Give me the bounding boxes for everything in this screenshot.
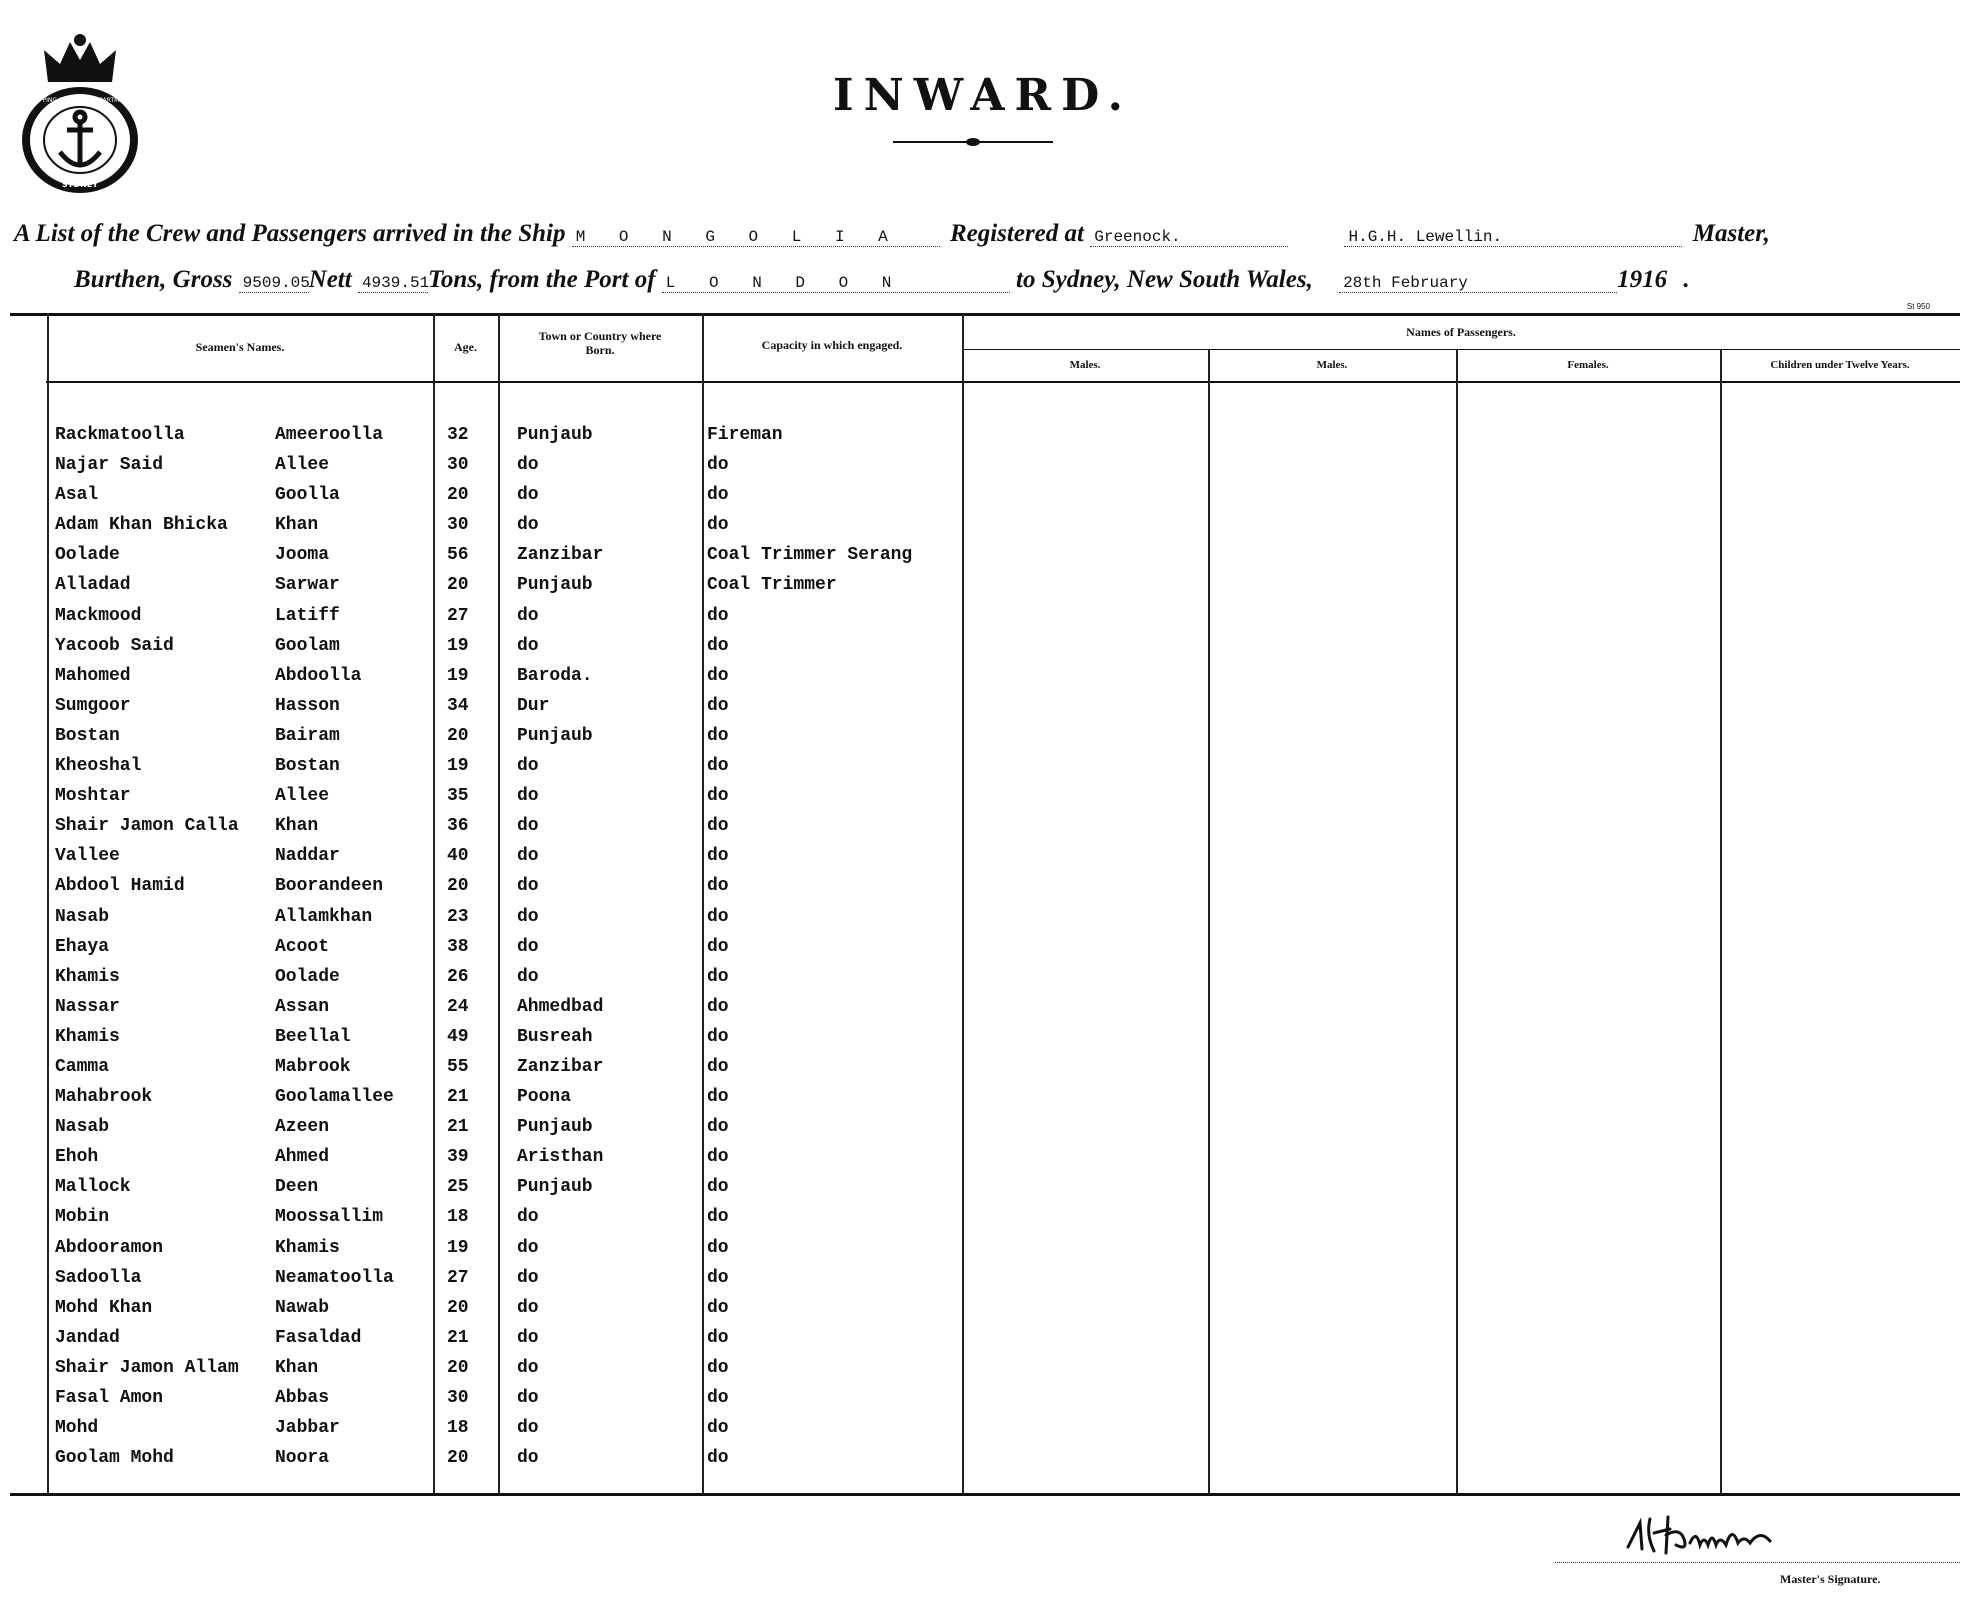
- seaman-last-name: Boorandeen: [275, 876, 384, 897]
- seaman-capacity: do: [707, 725, 729, 746]
- seaman-birthplace: do: [517, 605, 539, 626]
- date-field: 28th February: [1339, 274, 1617, 293]
- seaman-first-name: Mahomed: [55, 665, 131, 686]
- seaman-capacity: do: [707, 786, 729, 807]
- seaman-last-name: Noora: [275, 1448, 330, 1469]
- seaman-last-name: Khan: [275, 515, 319, 536]
- title-ornament: [893, 138, 1053, 146]
- seaman-first-name: Goolam Mohd: [55, 1448, 174, 1469]
- seaman-age: 23: [447, 906, 469, 927]
- seaman-first-name: Mahabrook: [55, 1087, 153, 1108]
- seaman-birthplace: Punjaub: [517, 425, 593, 445]
- seaman-last-name: Khan: [275, 816, 319, 837]
- table-row: [10, 1083, 1960, 1113]
- seaman-capacity: do: [707, 846, 729, 867]
- seaman-last-name: Ameeroolla: [275, 425, 384, 445]
- seaman-birthplace: do: [517, 756, 539, 777]
- list-prefix: A List of the Crew and Passengers arrived in the Ship: [14, 220, 566, 247]
- col-header-age: Age.: [454, 340, 477, 354]
- table-row: [10, 1324, 1960, 1354]
- table-row: [10, 1414, 1960, 1444]
- seaman-capacity: do: [707, 1357, 729, 1378]
- table-row: [10, 571, 1960, 601]
- table-row: [10, 451, 1960, 481]
- seaman-first-name: Fasal Amon: [55, 1388, 164, 1408]
- seaman-age: 20: [447, 1448, 469, 1469]
- table-row: [10, 1294, 1960, 1324]
- seaman-capacity: do: [707, 876, 729, 897]
- nett-label: Nett: [308, 266, 352, 293]
- seaman-first-name: Yacoob Said: [55, 635, 174, 656]
- tons-from-label: Tons, from the Port of: [427, 266, 656, 293]
- seaman-last-name: Deen: [275, 1177, 319, 1198]
- seaman-first-name: Ehoh: [55, 1147, 99, 1168]
- col-header-males-2: Males.: [1316, 359, 1348, 371]
- seaman-last-name: Ahmed: [275, 1147, 330, 1168]
- seaman-capacity: do: [707, 665, 729, 686]
- seaman-birthplace: Aristhan: [517, 1147, 604, 1168]
- seaman-capacity: do: [707, 1448, 729, 1469]
- header-bottom-rule: [46, 381, 1960, 383]
- crew-rows: [10, 421, 1960, 1474]
- seaman-birthplace: do: [517, 455, 539, 476]
- seaman-age: 20: [447, 725, 469, 746]
- seaman-age: 20: [447, 1357, 469, 1378]
- page-title: INWARD.: [832, 70, 1133, 121]
- destination-label: to Sydney, New South Wales,: [1016, 266, 1313, 293]
- seaman-last-name: Khan: [275, 1357, 319, 1378]
- seaman-birthplace: Busreah: [517, 1026, 593, 1047]
- seaman-birthplace: do: [517, 1237, 539, 1258]
- seaman-age: 20: [447, 575, 469, 596]
- ship-name-field: M O N G O L I A: [572, 228, 940, 247]
- seaman-last-name: Goolam: [275, 635, 340, 656]
- seaman-first-name: Asal: [55, 485, 99, 506]
- seaman-birthplace: do: [517, 1357, 539, 1378]
- seaman-age: 30: [447, 515, 469, 536]
- seaman-age: 20: [447, 485, 469, 506]
- seaman-birthplace: do: [517, 1388, 539, 1408]
- seaman-first-name: Mallock: [55, 1177, 131, 1198]
- seaman-capacity: do: [707, 695, 729, 716]
- nett-tons-field: 4939.51: [358, 274, 428, 293]
- seaman-capacity: do: [707, 1177, 729, 1198]
- seaman-last-name: Nawab: [275, 1297, 330, 1318]
- stamp-bottom-text: SYDNEY: [61, 180, 99, 189]
- col-header-males-1: Males.: [1069, 359, 1101, 371]
- seaman-last-name: Jabbar: [275, 1418, 340, 1439]
- seaman-last-name: Goolamallee: [275, 1087, 394, 1108]
- seaman-capacity: Coal Trimmer Serang: [707, 545, 913, 566]
- seaman-age: 19: [447, 1237, 469, 1258]
- table-top-rule: [10, 313, 1960, 316]
- seaman-age: 18: [447, 1418, 469, 1439]
- heading-line-2: [74, 266, 1690, 294]
- seaman-first-name: Ehaya: [55, 936, 110, 957]
- seaman-age: 34: [447, 695, 469, 716]
- table-row: [10, 993, 1960, 1023]
- seaman-birthplace: do: [517, 966, 539, 987]
- seaman-first-name: Camma: [55, 1056, 110, 1077]
- seaman-age: 32: [447, 425, 469, 445]
- seaman-age: 26: [447, 966, 469, 987]
- seaman-last-name: Neamatoolla: [275, 1267, 394, 1288]
- seaman-age: 21: [447, 1117, 469, 1138]
- seaman-age: 19: [447, 756, 469, 777]
- table-row: [10, 1173, 1960, 1203]
- seaman-first-name: Alladad: [55, 575, 131, 596]
- table-row: [10, 541, 1960, 571]
- table-row: [10, 872, 1960, 902]
- seaman-capacity: do: [707, 1207, 729, 1228]
- col-header-capacity: Capacity in which engaged.: [761, 338, 903, 352]
- seaman-capacity: Fireman: [707, 425, 783, 445]
- seaman-age: 49: [447, 1026, 469, 1047]
- seaman-last-name: Goolla: [275, 485, 340, 506]
- table-row: [10, 511, 1960, 541]
- seaman-birthplace: do: [517, 485, 539, 506]
- table-row: [10, 1384, 1960, 1414]
- seaman-birthplace: do: [517, 1418, 539, 1439]
- seaman-capacity: do: [707, 1297, 729, 1318]
- seaman-age: 55: [447, 1056, 469, 1077]
- seaman-last-name: Allamkhan: [275, 906, 373, 927]
- seaman-age: 20: [447, 1297, 469, 1318]
- table-row: [10, 1023, 1960, 1053]
- seaman-birthplace: Zanzibar: [517, 545, 604, 566]
- seaman-capacity: do: [707, 1117, 729, 1138]
- seaman-birthplace: Ahmedbad: [517, 996, 604, 1017]
- seaman-first-name: Jandad: [55, 1327, 120, 1348]
- table-row: [10, 782, 1960, 812]
- seaman-birthplace: do: [517, 816, 539, 837]
- table-row: [10, 1113, 1960, 1143]
- seaman-age: 27: [447, 1267, 469, 1288]
- seaman-last-name: Allee: [275, 455, 330, 476]
- col-header-children: Children under Twelve Years.: [1770, 359, 1910, 371]
- seaman-birthplace: do: [517, 786, 539, 807]
- seaman-capacity: do: [707, 756, 729, 777]
- form-number: St 950: [1906, 302, 1930, 311]
- table-row: [10, 1234, 1960, 1264]
- seaman-last-name: Bostan: [275, 756, 340, 777]
- table-row: [10, 1354, 1960, 1384]
- seaman-first-name: Mohd Khan: [55, 1297, 153, 1318]
- seaman-last-name: Abdoolla: [275, 665, 362, 686]
- stamp-ring-text: SHIPPING MASTER'S DEPARTMENT: [28, 97, 132, 104]
- heading-line-1: [14, 220, 1770, 248]
- seaman-last-name: Khamis: [275, 1237, 340, 1258]
- seaman-last-name: Azeen: [275, 1117, 330, 1138]
- seaman-last-name: Moossallim: [275, 1207, 384, 1228]
- seaman-capacity: do: [707, 1237, 729, 1258]
- seaman-birthplace: do: [517, 1297, 539, 1318]
- seaman-birthplace: do: [517, 1327, 539, 1348]
- signature-line: [1555, 1562, 1960, 1563]
- seaman-birthplace: Dur: [517, 695, 550, 716]
- seaman-age: 39: [447, 1147, 469, 1168]
- seaman-first-name: Sumgoor: [55, 695, 131, 716]
- seaman-age: 21: [447, 1327, 469, 1348]
- seaman-capacity: do: [707, 906, 729, 927]
- seaman-first-name: Adam Khan Bhicka: [55, 515, 228, 536]
- seaman-last-name: Latiff: [275, 605, 340, 626]
- seaman-first-name: Mobin: [55, 1207, 110, 1228]
- seaman-birthplace: do: [517, 515, 539, 536]
- seaman-first-name: Mackmood: [55, 605, 142, 626]
- table-row: [10, 692, 1960, 722]
- col-header-passengers: Names of Passengers.: [1406, 325, 1516, 339]
- seaman-last-name: Jooma: [275, 545, 330, 566]
- signature-label: Master's Signature.: [1780, 1572, 1881, 1586]
- seaman-birthplace: do: [517, 1267, 539, 1288]
- seaman-first-name: Moshtar: [55, 786, 131, 807]
- seaman-first-name: Abdooramon: [55, 1237, 164, 1258]
- seaman-first-name: Rackmatoolla: [55, 425, 185, 445]
- master-label: Master,: [1692, 220, 1770, 247]
- seaman-age: 40: [447, 846, 469, 867]
- seaman-capacity: do: [707, 1388, 729, 1408]
- seaman-first-name: Kheoshal: [55, 756, 142, 777]
- table-row: [10, 933, 1960, 963]
- seaman-first-name: Nassar: [55, 996, 120, 1017]
- seaman-birthplace: Punjaub: [517, 1177, 593, 1198]
- table-row: [10, 602, 1960, 632]
- registered-port-field: Greenock.: [1090, 228, 1288, 247]
- seaman-last-name: Sarwar: [275, 575, 340, 596]
- seaman-age: 36: [447, 816, 469, 837]
- crew-passenger-table: [10, 313, 1960, 1495]
- seaman-birthplace: do: [517, 906, 539, 927]
- seaman-first-name: Najar Said: [55, 455, 164, 476]
- table-row: [10, 752, 1960, 782]
- seaman-age: 19: [447, 635, 469, 656]
- seaman-capacity: do: [707, 936, 729, 957]
- seaman-last-name: Assan: [275, 996, 330, 1017]
- seaman-last-name: Fasaldad: [275, 1327, 362, 1348]
- seaman-capacity: do: [707, 1087, 729, 1108]
- seaman-first-name: Shair Jamon Allam: [55, 1357, 239, 1378]
- seaman-last-name: Acoot: [275, 936, 330, 957]
- seaman-first-name: Abdool Hamid: [55, 876, 185, 897]
- seaman-age: 30: [447, 455, 469, 476]
- seaman-capacity: do: [707, 1327, 729, 1348]
- seaman-birthplace: Punjaub: [517, 725, 593, 746]
- table-row: [10, 903, 1960, 933]
- seaman-first-name: Vallee: [55, 846, 120, 867]
- seaman-first-name: Sadoolla: [55, 1267, 142, 1288]
- seaman-age: 21: [447, 1087, 469, 1108]
- seaman-last-name: Abbas: [275, 1388, 330, 1408]
- col-header-seamen: Seamen's Names.: [195, 340, 285, 354]
- seaman-last-name: Hasson: [275, 695, 340, 716]
- col-header-town: Town or Country where Born.: [538, 329, 662, 357]
- seaman-birthplace: do: [517, 936, 539, 957]
- col-header-females: Females.: [1567, 359, 1609, 371]
- seaman-capacity: do: [707, 816, 729, 837]
- seaman-last-name: Mabrook: [275, 1056, 351, 1077]
- seaman-capacity: do: [707, 966, 729, 987]
- seaman-last-name: Allee: [275, 786, 330, 807]
- seaman-birthplace: do: [517, 846, 539, 867]
- table-row: [10, 812, 1960, 842]
- table-row: [10, 1053, 1960, 1083]
- table-row: [10, 481, 1960, 511]
- table-row: [10, 421, 1960, 451]
- gross-tons-field: 9509.05: [239, 274, 309, 293]
- seaman-age: 19: [447, 665, 469, 686]
- table-row: [10, 1203, 1960, 1233]
- table-bottom-rule: [10, 1493, 1960, 1496]
- seaman-last-name: Oolade: [275, 966, 340, 987]
- seaman-birthplace: Poona: [517, 1087, 572, 1108]
- seaman-age: 30: [447, 1388, 469, 1408]
- seaman-capacity: do: [707, 515, 729, 536]
- seaman-age: 27: [447, 605, 469, 626]
- seaman-capacity: do: [707, 605, 729, 626]
- table-row: [10, 963, 1960, 993]
- seaman-capacity: do: [707, 996, 729, 1017]
- seaman-first-name: Khamis: [55, 1026, 120, 1047]
- registered-label: Registered at: [949, 220, 1084, 247]
- seaman-first-name: Mohd: [55, 1418, 99, 1439]
- table-row: [10, 1444, 1960, 1474]
- seaman-capacity: do: [707, 1267, 729, 1288]
- seaman-birthplace: Baroda.: [517, 665, 593, 686]
- seaman-last-name: Beellal: [275, 1026, 351, 1047]
- table-row: [10, 1264, 1960, 1294]
- seaman-birthplace: do: [517, 635, 539, 656]
- seaman-capacity: do: [707, 1056, 729, 1077]
- table-row: [10, 842, 1960, 872]
- seaman-last-name: Naddar: [275, 846, 340, 867]
- seaman-birthplace: Zanzibar: [517, 1056, 604, 1077]
- seaman-first-name: Nasab: [55, 906, 110, 927]
- seaman-first-name: Bostan: [55, 725, 120, 746]
- seaman-last-name: Bairam: [275, 725, 340, 746]
- seaman-first-name: Nasab: [55, 1117, 110, 1138]
- seaman-birthplace: Punjaub: [517, 1117, 593, 1138]
- port-field: L O N D O N: [662, 274, 1010, 293]
- seaman-birthplace: do: [517, 1207, 539, 1228]
- master-signature: [1620, 1505, 1800, 1565]
- seaman-capacity: do: [707, 1147, 729, 1168]
- table-row: [10, 632, 1960, 662]
- seaman-capacity: do: [707, 1418, 729, 1439]
- seaman-capacity: Coal Trimmer: [707, 575, 837, 596]
- seaman-birthplace: do: [517, 1448, 539, 1469]
- seaman-first-name: Khamis: [55, 966, 120, 987]
- passenger-group-rule: [962, 349, 1960, 350]
- seaman-capacity: do: [707, 455, 729, 476]
- seaman-capacity: do: [707, 485, 729, 506]
- seaman-age: 38: [447, 936, 469, 957]
- seaman-first-name: Oolade: [55, 545, 120, 566]
- seaman-age: 56: [447, 545, 469, 566]
- master-name-field: H.G.H. Lewellin.: [1344, 228, 1682, 247]
- seaman-age: 24: [447, 996, 469, 1017]
- seaman-age: 18: [447, 1207, 469, 1228]
- seaman-age: 35: [447, 786, 469, 807]
- table-row: [10, 1143, 1960, 1173]
- seaman-age: 20: [447, 876, 469, 897]
- seaman-birthplace: Punjaub: [517, 575, 593, 596]
- seaman-capacity: do: [707, 1026, 729, 1047]
- heading-end: .: [1683, 266, 1690, 293]
- year-field: 1916: [1617, 266, 1668, 293]
- seaman-birthplace: do: [517, 876, 539, 897]
- burthen-label: Burthen, Gross: [74, 266, 233, 293]
- seaman-capacity: do: [707, 635, 729, 656]
- table-row: [10, 722, 1960, 752]
- seaman-first-name: Shair Jamon Calla: [55, 816, 239, 837]
- seaman-age: 25: [447, 1177, 469, 1198]
- table-row: [10, 662, 1960, 692]
